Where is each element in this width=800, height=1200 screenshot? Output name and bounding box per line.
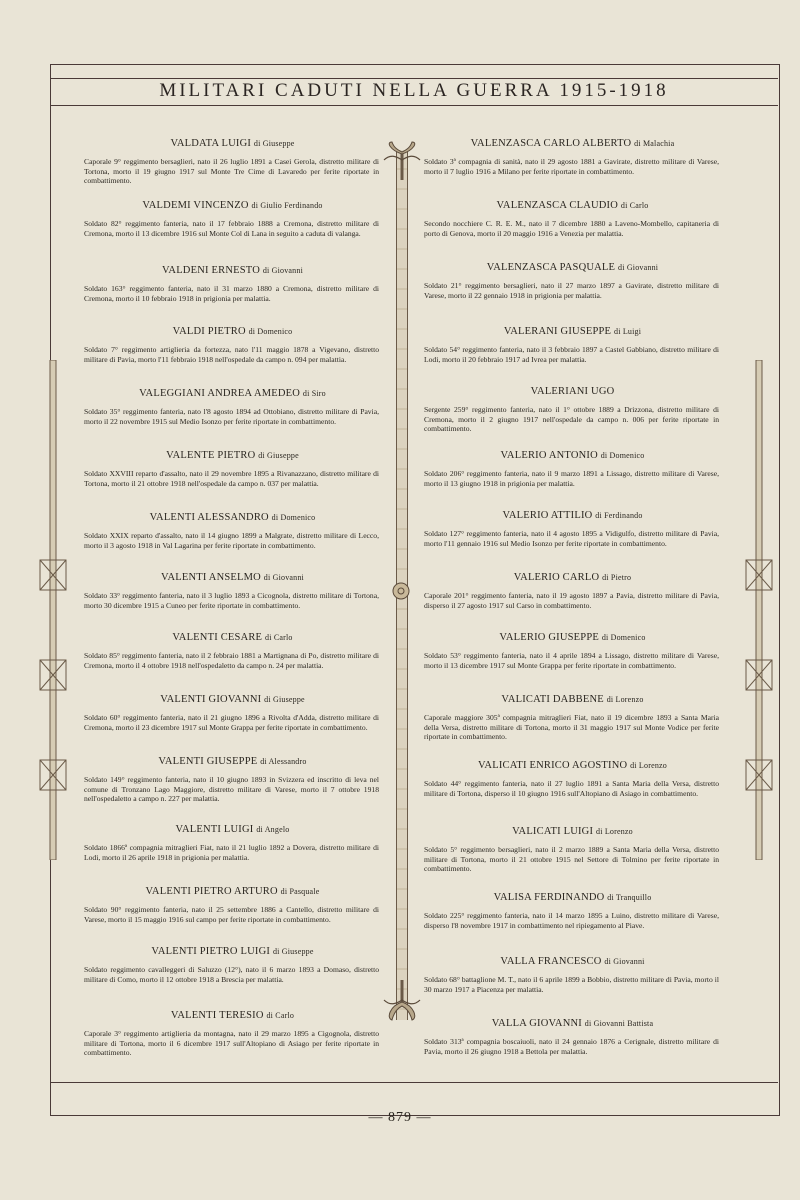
entry-name [420,386,725,397]
surname-given: VALDATA LUIGI [170,138,252,149]
patronymic: di Giuseppe [253,139,295,148]
surname-given: VALICATI ENRICO AGOSTINO [478,760,628,771]
entry-description: Soldato 35° reggimento fanteria, nato l'8 agosto 1894 ad Ottobiano, distretto militare di Pavia, morto il 22 novembre 1915 sul Medio Isonzo per ferite riportate in combattimento. [84,407,379,426]
entry-name [80,512,385,523]
torch-crest-top-icon [380,140,424,184]
surname-given: VALERIO GIUSEPPE [499,632,599,643]
entry-name [80,200,385,211]
torch-crest-bottom-icon [380,978,424,1022]
surname-given: VALDI PIETRO [172,326,246,337]
surname-given: VALENTI ANSELMO [161,572,261,583]
entry [80,824,385,862]
entry-description: Soldato 3ª compagnia di sanità, nato il 29 agosto 1881 a Gavirate, distretto militare di Varese, morto il 7 luglio 1916 a Milano per ferite riportate in combattimento. [424,157,719,176]
medallion-icon [392,582,410,600]
entry-description: Soldato 53° reggimento fanteria, nato il 4 aprile 1894 a Lissago, distretto militare di Varese, morto il 13 dicembre 1917 sul Monte Grappa per ferite riportate in combattimento. [424,651,719,670]
entry-description: Soldato 163° reggimento fanteria, nato il 31 marzo 1880 a Cremona, distretto militare di Cremona, morto il 10 febbraio 1918 in prigionia per malattia. [84,284,379,303]
entry [80,512,385,550]
patronymic: di Giovanni [263,573,304,582]
patronymic: di Carlo [266,1011,295,1020]
entry-name [80,450,385,461]
surname-given: VALENTI GIOVANNI [160,694,262,705]
entry-description: Soldato 225° reggimento fanteria, nato il 14 marzo 1895 a Luino, distretto militare di Varese, disperso l'8 novembre 1917 in combattimento nel ripiegamento al Piave. [424,911,719,930]
surname-given: VALENTI LUIGI [175,824,254,835]
entry-description: Soldato 60° reggimento fanteria, nato il 21 giugno 1896 a Rivolta d'Adda, distretto militare di Cremona, morto il 23 dicembre 1917 sul Monte Grappa per ferite riportate in combattimento. [84,713,379,732]
patronymic: di Giuseppe [258,451,299,460]
patronymic: di Alessandro [260,757,307,766]
entry-description: Soldato 206° reggimento fanteria, nato il 9 marzo 1891 a Lissago, distretto militare di Varese, morto il 13 giugno 1918 in prigionia per malattia. [424,469,719,488]
patronymic: di Pasquale [280,887,320,896]
patronymic: di Malachia [634,139,675,148]
entry [420,632,725,670]
entry-name [80,1010,385,1021]
surname-given: VALENTI PIETRO LUIGI [151,946,271,957]
entry [80,694,385,732]
entry-name [420,892,725,903]
entry [80,388,385,426]
right-column [420,120,725,1080]
patronymic: di Lorenzo [596,827,633,836]
entry-description: Soldato 313ª compagnia boscaiuoli, nato il 24 gennaio 1876 a Cerignale, distretto militare di Pavia, morto il 26 giugno 1918 a Bettola per malattia. [424,1037,719,1056]
entry-name [420,510,725,521]
surname-given: VALENTE PIETRO [166,450,256,461]
entry [80,572,385,610]
patronymic: di Giovanni Battista [584,1019,654,1028]
entry-name [420,138,725,149]
entry-description: Soldato 21° reggimento bersaglieri, nato il 27 marzo 1897 a Gavirate, distretto militare di Varese, morto il 22 gennaio 1918 in prigionia per malattia. [424,281,719,300]
surname-given: VALICATI LUIGI [512,826,594,837]
entry [420,826,725,874]
surname-given: VALERIO ATTILIO [502,510,593,521]
entry-name [420,572,725,583]
surname-given: VALLA GIOVANNI [491,1018,582,1029]
surname-given: VALENTI CESARE [172,632,263,643]
entry-name [420,632,725,643]
entry [420,572,725,610]
surname-given: VALDEMI VINCENZO [142,200,249,211]
page-title: MILITARI CADUTI NELLA GUERRA 1915-1918 [159,80,669,101]
patronymic: di Domenico [601,633,646,642]
entry-description: Soldato XXVIII reparto d'assalto, nato il 29 novembre 1895 a Rivanazzano, distretto militare di Tortona, morto il 21 ottobre 1918 nell'ospedale da campo n. 037 per malattia. [84,469,379,488]
patronymic: di Domenico [271,513,316,522]
entry [420,200,725,238]
surname-given: VALENTI PIETRO ARTURO [145,886,278,897]
surname-given: VALERIO ANTONIO [500,450,598,461]
entry-description: Soldato 33° reggimento fanteria, nato il 3 luglio 1893 a Cicognola, distretto militare di Tortona, morto 30 dicembre 1915 a Cuneo per ferite riportate in combattimento. [84,591,379,610]
patronymic: di Giuseppe [264,695,305,704]
entry-description: Caporale maggiore 305ª compagnia mitraglieri Fiat, nato il 19 dicembre 1893 a Santa Maria della Versa, distretto militare di Tortona, morto il 31 maggio 1917 sul Monte Vodice per ferite riportate in combattimento. [424,713,719,742]
entry-description: Soldato 90° reggimento fanteria, nato il 25 settembre 1886 a Cantello, distretto militare di Varese, morto il 15 maggio 1916 sul campo per ferite riportate in combattimento. [84,905,379,924]
entry-description: Soldato 54° reggimento fanteria, nato il 3 febbraio 1897 a Castel Gabbiano, distretto militare di Lodi, morto il 20 febbraio 1917 ad Ivrea per malattia. [424,345,719,364]
patronymic: di Domenico [248,327,293,336]
entry-description: Soldato 149° reggimento fanteria, nato il 10 giugno 1893 in Svizzera ed inscritto di leva nel comune di Tronzano Lago Maggiore, distretto militare di Varese, morto il 7 ottobre 1918 nell'ospedaletto a campo n. 227 per malattia. [84,775,379,804]
surname-given: VALENTI GIUSEPPE [158,756,258,767]
surname-given: VALERANI GIUSEPPE [503,326,612,337]
entry-name [80,572,385,583]
patronymic: di Giovanni [604,957,645,966]
entry [420,262,725,300]
surname-given: VALENTI ALESSANDRO [149,512,269,523]
surname-given: VALENZASCA PASQUALE [486,262,616,273]
entry-description: Caporale 201° reggimento fanteria, nato il 19 agosto 1897 a Pavia, distretto militare di Pavia, disperso il 27 agosto 1917 sul Carso in combattimento. [424,591,719,610]
entry-name [420,826,725,837]
entry [80,756,385,804]
entry [80,946,385,984]
patronymic: di Carlo [620,201,649,210]
entry-description: Soldato 44° reggimento fanteria, nato il 27 luglio 1891 a Santa Maria della Versa, distretto militare di Tortona, disperso il 10 giugno 1916 sull'Altopiano di Asiago in combattimento. [424,779,719,798]
patronymic: di Angelo [256,825,290,834]
entry [420,386,725,434]
entry-description: Soldato 7° reggimento artiglieria da fortezza, nato l'11 maggio 1878 a Vigevano, distretto militare di Pavia, morto l'11 febbraio 1918 nell'ospedale da campo n. 094 per malattia. [84,345,379,364]
entry-description: Soldato 127° reggimento fanteria, nato il 4 agosto 1895 a Vidigulfo, distretto militare di Pavia, morto l'11 gennaio 1916 sul Medio Isonzo per ferite riportate in combattimento. [424,529,719,548]
left-column [80,120,385,1080]
patronymic: di Lorenzo [630,761,667,770]
entry-name [80,946,385,957]
patronymic: di Siro [302,389,326,398]
surname-given: VALEGGIANI ANDREA AMEDEO [139,388,301,399]
entry [80,886,385,924]
patronymic: di Giovanni [618,263,659,272]
entry [80,1010,385,1058]
entry-name [80,694,385,705]
entry [80,632,385,670]
entry-name [420,760,725,771]
entry-name [80,632,385,643]
entry-description: Soldato 68° battaglione M. T., nato il 6 aprile 1899 a Bobbio, distretto militare di Pavia, morto il 30 marzo 1917 a Piacenza per malattia. [424,975,719,994]
footer-rule [50,1082,778,1083]
entry [420,760,725,798]
patronymic: di Carlo [265,633,293,642]
entry-name [420,694,725,705]
entry [420,326,725,364]
entry-description: Sergente 259° reggimento fanteria, nato il 1° ottobre 1889 a Drizzona, distretto militare di Cremona, morto il 2 giugno 1917 nell'ospedale da campo n. 006 per ferite riportate in combattimento. [424,405,719,434]
entry-name [80,756,385,767]
surname-given: VALDENI ERNESTO [161,265,260,276]
entry [420,892,725,930]
patronymic: di Domenico [600,451,645,460]
entry-name [420,200,725,211]
patronymic: di Giuseppe [272,947,314,956]
patronymic: di Giulio Ferdinando [251,201,323,210]
page-number: — 879 — [368,1110,432,1125]
entry-description: Soldato XXIX reparto d'assalto, nato il 14 giugno 1899 a Malgrate, distretto militare di Lecco, morto il 3 agosto 1918 in Val Lagarina per ferite riportate in combattimento. [84,531,379,550]
entry [80,138,385,186]
entry [420,694,725,742]
entry-description: Soldato 5° reggimento bersaglieri, nato il 2 marzo 1889 a Santa Maria della Versa, distretto militare di Tortona, morto il 21 ottobre 1915 nel Settore di Tolmino per ferite riportate in combattimento. [424,845,719,874]
entry [420,138,725,176]
patronymic: di Pietro [602,573,632,582]
patronymic: di Lorenzo [606,695,644,704]
entry [420,956,725,994]
right-side-ornament-icon [744,360,774,860]
entry-description: Caporale 9° reggimento bersaglieri, nato il 26 luglio 1891 a Casei Gerola, distretto militare di Tortona, morto il 19 giugno 1917 sul Monte Tre Cime di Lavaredo per ferite riportate in combattimento. [84,157,379,186]
entry-name [80,326,385,337]
entry-name [420,956,725,967]
entry [80,450,385,488]
surname-given: VALENTI TERESIO [170,1010,264,1021]
patronymic: di Luigi [614,327,642,336]
left-side-ornament-icon [38,360,68,860]
entry-description: Soldato 82° reggimento fanteria, nato il 17 febbraio 1888 a Cremona, distretto militare di Cremona, morto il 13 dicembre 1916 sul Monte Col di Lana in seguito a caduta di valanga. [84,219,379,238]
entry-name [420,326,725,337]
entry-description: Soldato 1866ª compagnia mitraglieri Fiat, nato il 21 luglio 1892 a Dovera, distretto militare di Lodi, morto il 26 aprile 1918 in prigionia per malattia. [84,843,379,862]
surname-given: VALICATI DABBENE [501,694,604,705]
entry [420,510,725,548]
entry-description: Soldato 85° reggimento fanteria, nato il 2 febbraio 1881 a Martignana di Po, distretto militare di Cremona, morto il 4 ottobre 1918 nell'ospedaletto da campo n. 24 per malattia. [84,651,379,670]
patronymic: di Ferdinando [595,511,643,520]
entry-name [80,388,385,399]
entry [80,200,385,238]
entry [420,1018,725,1056]
entry-name [420,262,725,273]
entry [80,265,385,303]
patronymic: di Tranquillo [607,893,652,902]
surname-given: VALERIO CARLO [513,572,600,583]
surname-given: VALERIANI UGO [530,386,615,397]
surname-given: VALLA FRANCESCO [500,956,602,967]
entry-description: Soldato reggimento cavalleggeri di Saluzzo (12°), nato il 6 marzo 1893 a Domaso, distretto militare di Como, morto il 12 ottobre 1918 a Brescia per malattia. [84,965,379,984]
entry-description: Caporale 3° reggimento artiglieria da montagna, nato il 29 marzo 1895 a Cigognola, distretto militare di Tortona, morto il 6 dicembre 1917 sull'Altopiano di Asiago per ferite riportate in combattimento. [84,1029,379,1058]
entry [420,450,725,488]
entry-name [420,1018,725,1029]
surname-given: VALISA FERDINANDO [493,892,605,903]
entry-description: Secondo nocchiere C. R. E. M., nato il 7 dicembre 1880 a Laveno-Mombello, capitaneria di porto di Genova, morto il 20 maggio 1916 a Venezia per malattia. [424,219,719,238]
entry-name [420,450,725,461]
surname-given: VALENZASCA CLAUDIO [496,200,619,211]
entry-name [80,138,385,149]
entry-name [80,824,385,835]
surname-given: VALENZASCA CARLO ALBERTO [470,138,632,149]
entry [80,326,385,364]
patronymic: di Giovanni [262,266,304,275]
entry-name [80,265,385,276]
entry-name [80,886,385,897]
